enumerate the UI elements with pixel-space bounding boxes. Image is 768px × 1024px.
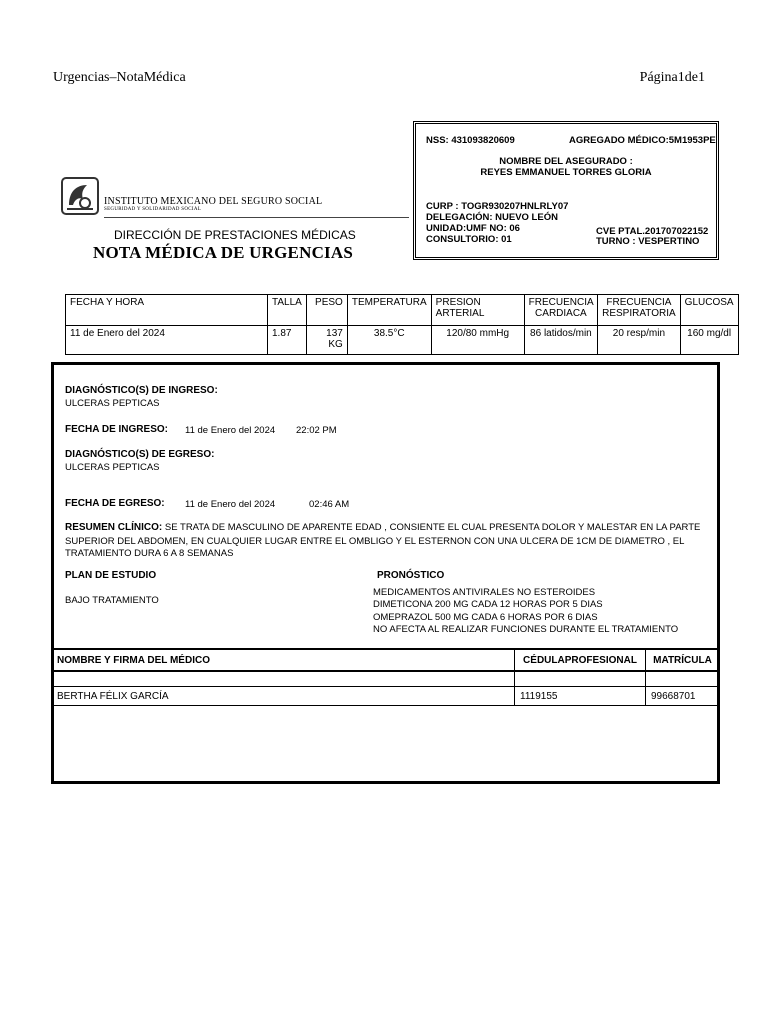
vitals-header: GLUCOSA — [680, 295, 738, 326]
unidad: UNIDAD:UMF NO: 06 — [426, 223, 520, 234]
cedula-header: CÉDULAPROFESIONAL — [515, 649, 646, 671]
resumen-line-2: SUPERIOR DEL ABDOMEN, EN CUALQUIER LUGAR ENTRE EL OMBLIGO Y EL ESTERNON CON UNA ULCERA DE 1CM DE DIAMETRO , EL — [65, 536, 685, 547]
pronostico-label: PRONÓSTICO — [377, 570, 445, 581]
matricula-value: 99668701 — [646, 687, 720, 706]
vitals-cell: 1.87 — [268, 326, 307, 355]
curp: CURP : TOGR930207HNLRLY07 — [426, 201, 569, 212]
fecha-egreso-label: FECHA DE EGRESO: — [65, 498, 165, 509]
fecha-ingreso-label: FECHA DE INGRESO: — [65, 424, 168, 435]
nombre-asegurado-label: NOMBRE DEL ASEGURADO : — [499, 156, 633, 167]
vitals-header: PRESION ARTERIAL — [431, 295, 524, 326]
page-number: Página1de1 — [639, 70, 705, 85]
vitals-cell: 137 KG — [306, 326, 347, 355]
imss-logo-icon — [61, 177, 99, 215]
resumen-label: RESUMEN CLÍNICO: — [65, 522, 163, 533]
plan-estudio-value: BAJO TRATAMIENTO — [65, 595, 159, 606]
vitals-cell: 20 resp/min — [598, 326, 681, 355]
pronostico-line: OMEPRAZOL 500 MG CADA 6 HORAS POR 6 DIAS — [373, 612, 598, 623]
vitals-cell: 160 mg/dl — [680, 326, 738, 355]
fecha-egreso-time: 02:46 AM — [309, 499, 350, 510]
fecha-ingreso-date: 11 de Enero del 2024 — [185, 425, 276, 436]
vitals-cell: 38.5°C — [347, 326, 431, 355]
cedula-value: 1119155 — [515, 687, 646, 706]
vitals-cell: 11 de Enero del 2024 — [66, 326, 268, 355]
vitals-table — [65, 294, 739, 355]
institution-name: INSTITUTO MEXICANO DEL SEGURO SOCIAL — [104, 196, 323, 207]
nss: NSS: 431093820609 — [426, 135, 515, 146]
resumen-line-1: SE TRATA DE MASCULINO DE APARENTE EDAD , CONSIENTE EL CUAL PRESENTA DOLOR Y MALESTAR EN LA PARTE — [162, 522, 701, 533]
vitals-header: TEMPERATURA — [347, 295, 431, 326]
matricula-header: MATRÍCULA — [646, 649, 720, 671]
plan-estudio-label: PLAN DE ESTUDIO — [65, 570, 157, 581]
pronostico-line: DIMETICONA 200 MG CADA 12 HORAS POR 5 DIAS — [373, 599, 603, 610]
fecha-ingreso-time: 22:02 PM — [296, 425, 337, 436]
direccion-prestaciones: DIRECCIÓN DE PRESTACIONES MÉDICAS — [114, 228, 356, 242]
vitals-header: PESO — [306, 295, 347, 326]
document-title: NOTA MÉDICA DE URGENCIAS — [93, 243, 353, 262]
logo-divider — [104, 217, 409, 218]
vitals-header: FECHA Y HORA — [66, 295, 268, 326]
vitals-header: TALLA — [268, 295, 307, 326]
resumen-line-3: TRATAMIENTO DURA 6 A 8 SEMANAS — [65, 548, 234, 559]
medico-header-row — [52, 649, 720, 671]
consultorio: CONSULTORIO: 01 — [426, 234, 512, 245]
nombre-asegurado-value: REYES EMMANUEL TORRES GLORIA — [480, 167, 652, 178]
nombre-medico-header: NOMBRE Y FIRMA DEL MÉDICO — [52, 649, 515, 671]
turno: TURNO : VESPERTINO — [596, 236, 700, 247]
delegacion: DELEGACIÓN: NUEVO LEÓN — [426, 212, 558, 223]
cve-ptal: CVE PTAL.201707022152 — [596, 226, 709, 237]
institution-subtitle: SEGURIDAD Y SOLIDARIDAD SOCIAL — [104, 207, 202, 212]
vitals-cell: 86 latidos/min — [524, 326, 597, 355]
pronostico-line: MEDICAMENTOS ANTIVIRALES NO ESTEROIDES — [373, 587, 596, 598]
vitals-header: FRECUENCIA RESPIRATORIA — [598, 295, 681, 326]
diag-ingreso-value: ULCERAS PEPTICAS — [65, 398, 160, 409]
vitals-cell: 120/80 mmHg — [431, 326, 524, 355]
patient-info-box — [413, 121, 719, 260]
diag-egreso-value: ULCERAS PEPTICAS — [65, 462, 160, 473]
diag-egreso-label: DIAGNÓSTICO(S) DE EGRESO: — [65, 449, 215, 460]
agregado-medico: AGREGADO MÉDICO:5M1953PE — [569, 135, 716, 146]
page-header-left: Urgencias–NotaMédica — [53, 70, 186, 85]
vitals-header: FRECUENCIA CARDIACA — [524, 295, 597, 326]
pronostico-line: NO AFECTA AL REALIZAR FUNCIONES DURANTE EL TRATAMIENTO — [373, 624, 679, 635]
resumen-clinico — [65, 522, 700, 533]
vitals-value-row — [66, 326, 739, 355]
fecha-egreso-date: 11 de Enero del 2024 — [185, 499, 276, 510]
vitals-header-row — [66, 295, 739, 326]
medico-value-row — [52, 687, 720, 706]
diag-ingreso-label: DIAGNÓSTICO(S) DE INGRESO: — [65, 385, 218, 396]
medico-table — [51, 648, 720, 706]
nombre-medico: BERTHA FÉLIX GARCÍA — [52, 687, 515, 706]
